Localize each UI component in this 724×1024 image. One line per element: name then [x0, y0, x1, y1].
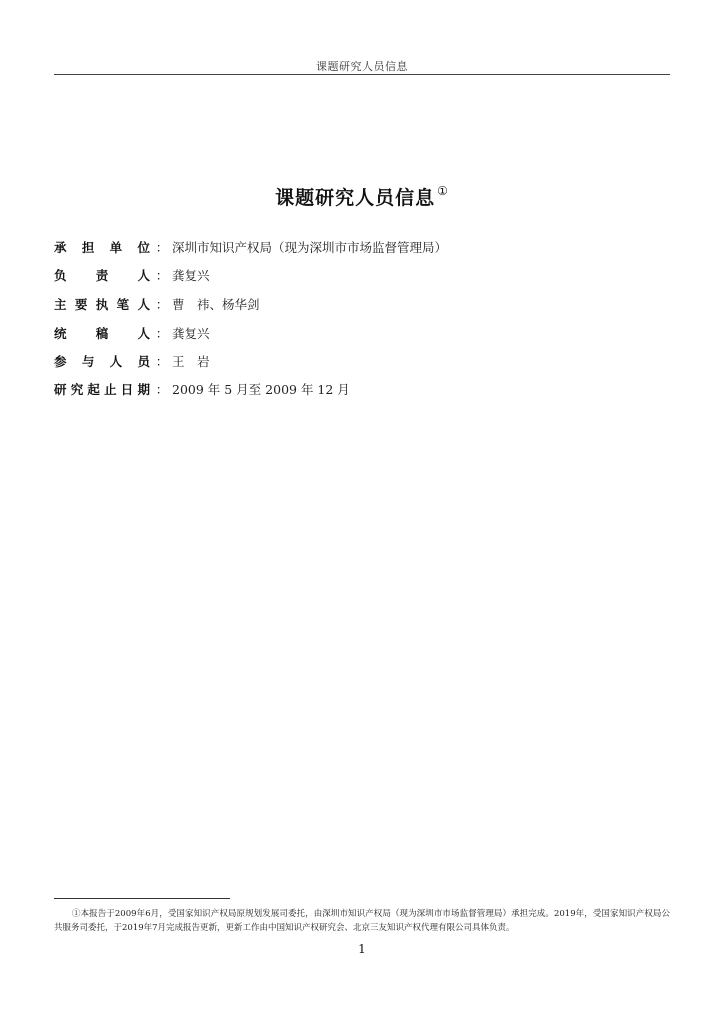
info-label: 承担单位: [54, 240, 150, 255]
info-value: 龚复兴: [172, 326, 210, 341]
page-title-text: 课题研究人员信息: [275, 187, 436, 209]
info-label: 负责人: [54, 268, 150, 283]
page-number: 1: [358, 942, 366, 956]
info-label: 参与人员: [54, 354, 150, 369]
info-colon: ：: [155, 297, 169, 312]
info-row-participants: [54, 353, 210, 371]
running-header: 课题研究人员信息: [316, 60, 408, 73]
info-row-research-period: [54, 381, 350, 399]
info-colon: ：: [155, 382, 169, 397]
info-row-main-authors: [54, 296, 260, 314]
page-title: [0, 183, 724, 210]
info-colon: ：: [155, 326, 169, 341]
info-colon: ：: [155, 240, 169, 255]
info-colon: ：: [155, 268, 169, 283]
info-value: 龚复兴: [172, 268, 210, 283]
info-value: 王 岩: [172, 354, 210, 369]
info-row-undertaking-unit: [54, 239, 447, 257]
info-row-editor: [54, 325, 210, 343]
info-value: 深圳市知识产权局（现为深圳市市场监督管理局）: [172, 240, 448, 255]
footnote: ①本报告于2009年6月，受国家知识产权局原规划发展司委托，由深圳市知识产权局（现为深圳市市场监督管理局）承担完成。2019年，受国家知识产权局公共服务司委托，于2019年7月完成报告更新，更新工作由中国知识产权研究会、北京三友知识产权代理有限公司具体负责。: [54, 909, 670, 933]
info-label: 研究起止日期: [54, 382, 150, 397]
header-rule: [54, 74, 670, 75]
footnote-rule: [54, 898, 230, 899]
info-value: 曹 祎、杨华剑: [172, 297, 260, 312]
info-label: 统稿人: [54, 326, 150, 341]
info-colon: ：: [155, 354, 169, 369]
info-row-responsible-person: [54, 267, 210, 285]
footnote-mark: ①: [437, 184, 449, 198]
info-label: 主要执笔人: [54, 297, 150, 312]
info-value: 2009 年 5 月至 2009 年 12 月: [172, 382, 350, 397]
